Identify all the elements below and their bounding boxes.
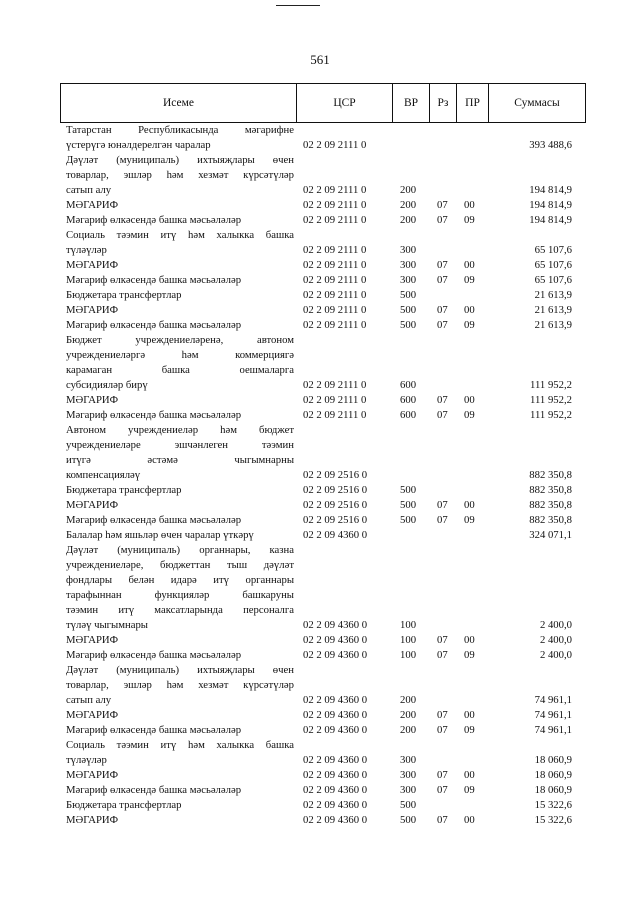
row-csr: 02 2 09 2111 0 — [303, 139, 367, 151]
row-csr: 02 2 09 4360 0 — [303, 769, 368, 781]
table-row-line — [60, 348, 586, 363]
row-sum: 74 961,1 — [534, 694, 572, 706]
row-csr: 02 2 09 4360 0 — [303, 799, 368, 811]
table-row-line — [60, 228, 586, 243]
row-vr: 300 — [400, 259, 417, 271]
table-row-line — [60, 633, 586, 648]
table-header — [60, 83, 586, 123]
row-csr: 02 2 09 2111 0 — [303, 214, 367, 226]
row-pr: 00 — [464, 634, 475, 646]
row-name: компенсацияләү — [66, 469, 141, 481]
row-name: Балалар һәм яшьләр өчен чаралар үткәрү — [66, 529, 254, 541]
row-csr: 02 2 09 4360 0 — [303, 784, 368, 796]
row-rz: 07 — [437, 214, 448, 226]
table-row-line — [60, 198, 586, 213]
row-csr: 02 2 09 2111 0 — [303, 304, 367, 316]
row-csr: 02 2 09 4360 0 — [303, 619, 368, 631]
row-vr: 100 — [400, 649, 417, 661]
row-rz: 07 — [437, 649, 448, 661]
row-vr: 500 — [400, 514, 417, 526]
row-name: Дәүләт (муниципаль) органнары, казна — [66, 544, 294, 556]
row-name: Мәгариф өлкәсендә башка мәсьәләләр — [66, 319, 242, 331]
row-vr: 500 — [400, 289, 417, 301]
table-row-line — [60, 753, 586, 768]
table-row-line — [60, 168, 586, 183]
table-row-line — [60, 303, 586, 318]
row-sum: 74 961,1 — [534, 724, 572, 736]
table-body — [60, 123, 586, 828]
table-row-line — [60, 783, 586, 798]
row-csr: 02 2 09 4360 0 — [303, 814, 368, 826]
table-row-line — [60, 813, 586, 828]
row-vr: 500 — [400, 799, 417, 811]
table-row-line — [60, 318, 586, 333]
row-rz: 07 — [437, 514, 448, 526]
row-pr: 00 — [464, 709, 475, 721]
row-sum: 74 961,1 — [534, 709, 572, 721]
row-csr: 02 2 09 2111 0 — [303, 289, 367, 301]
row-csr: 02 2 09 2516 0 — [303, 499, 368, 511]
row-rz: 07 — [437, 784, 448, 796]
table-row-line — [60, 498, 586, 513]
row-name: үстерүгә юнәлдерелгән чаралар — [66, 139, 211, 151]
table-row-line — [60, 528, 586, 543]
row-name: Социаль тәэмин итү һәм халыкка башка — [66, 739, 294, 751]
table-row-line — [60, 423, 586, 438]
table-row-line — [60, 138, 586, 153]
row-name: Мәгариф өлкәсендә башка мәсьәләләр — [66, 784, 242, 796]
row-name: Мәгариф өлкәсендә башка мәсьәләләр — [66, 409, 242, 421]
row-name: Мәгариф өлкәсендә башка мәсьәләләр — [66, 649, 242, 661]
row-sum: 194 814,9 — [529, 199, 572, 211]
row-pr: 00 — [464, 199, 475, 211]
row-name: Бюджетара трансфертлар — [66, 799, 182, 811]
table-row-line — [60, 393, 586, 408]
row-vr: 300 — [400, 754, 417, 766]
table-row-line — [60, 573, 586, 588]
row-vr: 500 — [400, 304, 417, 316]
table-row-line — [60, 288, 586, 303]
row-csr: 02 2 09 2111 0 — [303, 199, 367, 211]
row-csr: 02 2 09 2111 0 — [303, 274, 367, 286]
row-csr: 02 2 09 2111 0 — [303, 394, 367, 406]
row-name: сатып алу — [66, 184, 112, 196]
row-pr: 00 — [464, 394, 475, 406]
row-name: учреждениеләре эшчәнлеген тәэмин — [66, 439, 294, 451]
row-vr: 300 — [400, 769, 417, 781]
table-row-line — [60, 738, 586, 753]
row-sum: 21 613,9 — [534, 304, 572, 316]
row-name: тарафыннан функцияләр башкаруны — [66, 589, 294, 601]
row-sum: 65 107,6 — [534, 244, 572, 256]
row-pr: 09 — [464, 409, 475, 421]
row-sum: 882 350,8 — [529, 484, 572, 496]
row-sum: 194 814,9 — [529, 184, 572, 196]
row-name: Дәүләт (муниципаль) ихтыяҗлары өчен — [66, 154, 294, 166]
row-rz: 07 — [437, 199, 448, 211]
row-csr: 02 2 09 2111 0 — [303, 184, 367, 196]
row-vr: 600 — [400, 394, 417, 406]
row-name: түләүләр — [66, 754, 107, 766]
row-vr: 500 — [400, 319, 417, 331]
row-name: МӘГАРИФ — [66, 394, 119, 406]
table-row-line — [60, 708, 586, 723]
row-pr: 09 — [464, 649, 475, 661]
row-rz: 07 — [437, 304, 448, 316]
table-row-line — [60, 648, 586, 663]
row-name: МӘГАРИФ — [66, 259, 119, 271]
row-name: итүгә әстәмә чыгымнарны — [66, 454, 294, 466]
row-vr: 200 — [400, 694, 417, 706]
table-row-line — [60, 363, 586, 378]
row-sum: 882 350,8 — [529, 514, 572, 526]
header-pr: ПР — [457, 84, 489, 122]
table-row-line — [60, 438, 586, 453]
row-sum: 194 814,9 — [529, 214, 572, 226]
row-rz: 07 — [437, 409, 448, 421]
table-row-line — [60, 513, 586, 528]
row-name: МӘГАРИФ — [66, 304, 119, 316]
row-vr: 200 — [400, 724, 417, 736]
row-rz: 07 — [437, 814, 448, 826]
row-csr: 02 2 09 2111 0 — [303, 259, 367, 271]
row-pr: 09 — [464, 319, 475, 331]
row-sum: 65 107,6 — [534, 274, 572, 286]
row-vr: 500 — [400, 499, 417, 511]
table-row-line — [60, 603, 586, 618]
row-name: Автоном учреждениеләр һәм бюджет — [66, 424, 294, 436]
row-name: Дәүләт (муниципаль) ихтыяҗлары өчен — [66, 664, 294, 676]
row-csr: 02 2 09 2111 0 — [303, 319, 367, 331]
row-name: Мәгариф өлкәсендә башка мәсьәләләр — [66, 274, 242, 286]
table-row-line — [60, 663, 586, 678]
table-row-line — [60, 183, 586, 198]
row-name: фондлары белән идарә итү органнары — [66, 574, 294, 586]
row-sum: 65 107,6 — [534, 259, 572, 271]
row-vr: 500 — [400, 814, 417, 826]
row-csr: 02 2 09 4360 0 — [303, 529, 368, 541]
row-rz: 07 — [437, 259, 448, 271]
row-name: МӘГАРИФ — [66, 814, 119, 826]
row-name: Мәгариф өлкәсендә башка мәсьәләләр — [66, 724, 242, 736]
table-row-line — [60, 798, 586, 813]
row-sum: 111 952,2 — [530, 379, 572, 391]
row-pr: 00 — [464, 304, 475, 316]
row-name: Социаль тәэмин итү һәм халыкка башка — [66, 229, 294, 241]
row-name: учреждениеләре, бюджеттан тыш дәүләт — [66, 559, 294, 571]
row-name: МӘГАРИФ — [66, 769, 119, 781]
row-vr: 300 — [400, 244, 417, 256]
row-csr: 02 2 09 4360 0 — [303, 694, 368, 706]
row-name: Бюджетара трансфертлар — [66, 289, 182, 301]
row-csr: 02 2 09 4360 0 — [303, 709, 368, 721]
budget-table — [60, 83, 586, 828]
row-csr: 02 2 09 4360 0 — [303, 754, 368, 766]
row-name: субсидияләр бирү — [66, 379, 148, 391]
row-name: МӘГАРИФ — [66, 709, 119, 721]
row-sum: 15 322,6 — [534, 814, 572, 826]
row-vr: 100 — [400, 634, 417, 646]
table-row-line — [60, 258, 586, 273]
row-vr: 300 — [400, 274, 417, 286]
row-vr: 600 — [400, 409, 417, 421]
row-vr: 500 — [400, 484, 417, 496]
row-vr: 600 — [400, 379, 417, 391]
header-csr: ЦСР — [297, 84, 393, 122]
row-sum: 111 952,2 — [530, 394, 572, 406]
row-sum: 324 071,1 — [529, 529, 572, 541]
table-row-line — [60, 408, 586, 423]
row-csr: 02 2 09 2516 0 — [303, 469, 368, 481]
row-name: түләүләр — [66, 244, 107, 256]
header-rz: Рз — [430, 84, 457, 122]
table-row-line — [60, 483, 586, 498]
row-sum: 18 060,9 — [534, 784, 572, 796]
row-pr: 09 — [464, 514, 475, 526]
row-sum: 18 060,9 — [534, 754, 572, 766]
table-row-line — [60, 153, 586, 168]
row-rz: 07 — [437, 709, 448, 721]
row-pr: 09 — [464, 214, 475, 226]
table-row-line — [60, 213, 586, 228]
row-sum: 15 322,6 — [534, 799, 572, 811]
row-sum: 393 488,6 — [529, 139, 572, 151]
header-name: Исеме — [61, 84, 297, 122]
row-csr: 02 2 09 2111 0 — [303, 409, 367, 421]
row-csr: 02 2 09 2516 0 — [303, 484, 368, 496]
row-name: Бюджетара трансфертлар — [66, 484, 182, 496]
row-csr: 02 2 09 2111 0 — [303, 244, 367, 256]
row-name: түләү чыгымнары — [66, 619, 148, 631]
row-vr: 300 — [400, 784, 417, 796]
table-row-line — [60, 678, 586, 693]
row-sum: 18 060,9 — [534, 769, 572, 781]
table-row-line — [60, 558, 586, 573]
table-row-line — [60, 378, 586, 393]
row-name: товарлар, эшләр һәм хезмәт күрсәтүләр — [66, 169, 294, 181]
table-row-line — [60, 543, 586, 558]
row-name: Мәгариф өлкәсендә башка мәсьәләләр — [66, 514, 242, 526]
row-name: Бюджет учреждениеләренә, автоном — [66, 334, 294, 346]
row-rz: 07 — [437, 274, 448, 286]
row-vr: 200 — [400, 184, 417, 196]
row-csr: 02 2 09 2516 0 — [303, 514, 368, 526]
row-name: учреждениеләргә һәм коммерциягә — [66, 349, 294, 361]
row-rz: 07 — [437, 769, 448, 781]
table-row-line — [60, 273, 586, 288]
table-row-line — [60, 723, 586, 738]
row-rz: 07 — [437, 724, 448, 736]
page-number: 561 — [310, 52, 330, 67]
row-name: карамаган башка оешмаларга — [66, 364, 294, 376]
row-name: МӘГАРИФ — [66, 634, 119, 646]
row-name: МӘГАРИФ — [66, 199, 119, 211]
row-name: сатып алу — [66, 694, 112, 706]
row-pr: 00 — [464, 259, 475, 271]
table-row-line — [60, 693, 586, 708]
row-pr: 09 — [464, 274, 475, 286]
row-name: Татарстан Республикасында мәгарифне — [66, 124, 294, 136]
row-rz: 07 — [437, 319, 448, 331]
top-rule — [276, 5, 320, 6]
row-sum: 111 952,2 — [530, 409, 572, 421]
table-row-line — [60, 243, 586, 258]
row-sum: 2 400,0 — [539, 634, 572, 646]
table-row-line — [60, 588, 586, 603]
header-sum: Суммасы — [514, 97, 560, 109]
table-row-line — [60, 453, 586, 468]
row-vr: 200 — [400, 709, 417, 721]
row-pr: 00 — [464, 769, 475, 781]
header-vr: ВР — [393, 84, 430, 122]
row-csr: 02 2 09 2111 0 — [303, 379, 367, 391]
row-sum: 2 400,0 — [539, 619, 572, 631]
row-csr: 02 2 09 4360 0 — [303, 649, 368, 661]
row-vr: 100 — [400, 619, 417, 631]
row-sum: 882 350,8 — [529, 469, 572, 481]
row-name: МӘГАРИФ — [66, 499, 119, 511]
row-name: тәэмин итү максатларында персоналга — [66, 604, 294, 616]
row-name: товарлар, эшләр һәм хезмәт күрсәтүләр — [66, 679, 294, 691]
row-pr: 09 — [464, 724, 475, 736]
table-row-line — [60, 618, 586, 633]
row-vr: 200 — [400, 214, 417, 226]
row-sum: 21 613,9 — [534, 289, 572, 301]
row-pr: 00 — [464, 814, 475, 826]
table-row-line — [60, 333, 586, 348]
row-csr: 02 2 09 4360 0 — [303, 634, 368, 646]
table-row-line — [60, 468, 586, 483]
table-row-line — [60, 768, 586, 783]
row-name: Мәгариф өлкәсендә башка мәсьәләләр — [66, 214, 242, 226]
row-pr: 00 — [464, 499, 475, 511]
row-sum: 882 350,8 — [529, 499, 572, 511]
row-rz: 07 — [437, 634, 448, 646]
row-vr: 200 — [400, 199, 417, 211]
row-sum: 2 400,0 — [539, 649, 572, 661]
row-rz: 07 — [437, 394, 448, 406]
row-csr: 02 2 09 4360 0 — [303, 724, 368, 736]
table-row-line — [60, 123, 586, 138]
row-sum: 21 613,9 — [534, 319, 572, 331]
row-pr: 09 — [464, 784, 475, 796]
row-rz: 07 — [437, 499, 448, 511]
